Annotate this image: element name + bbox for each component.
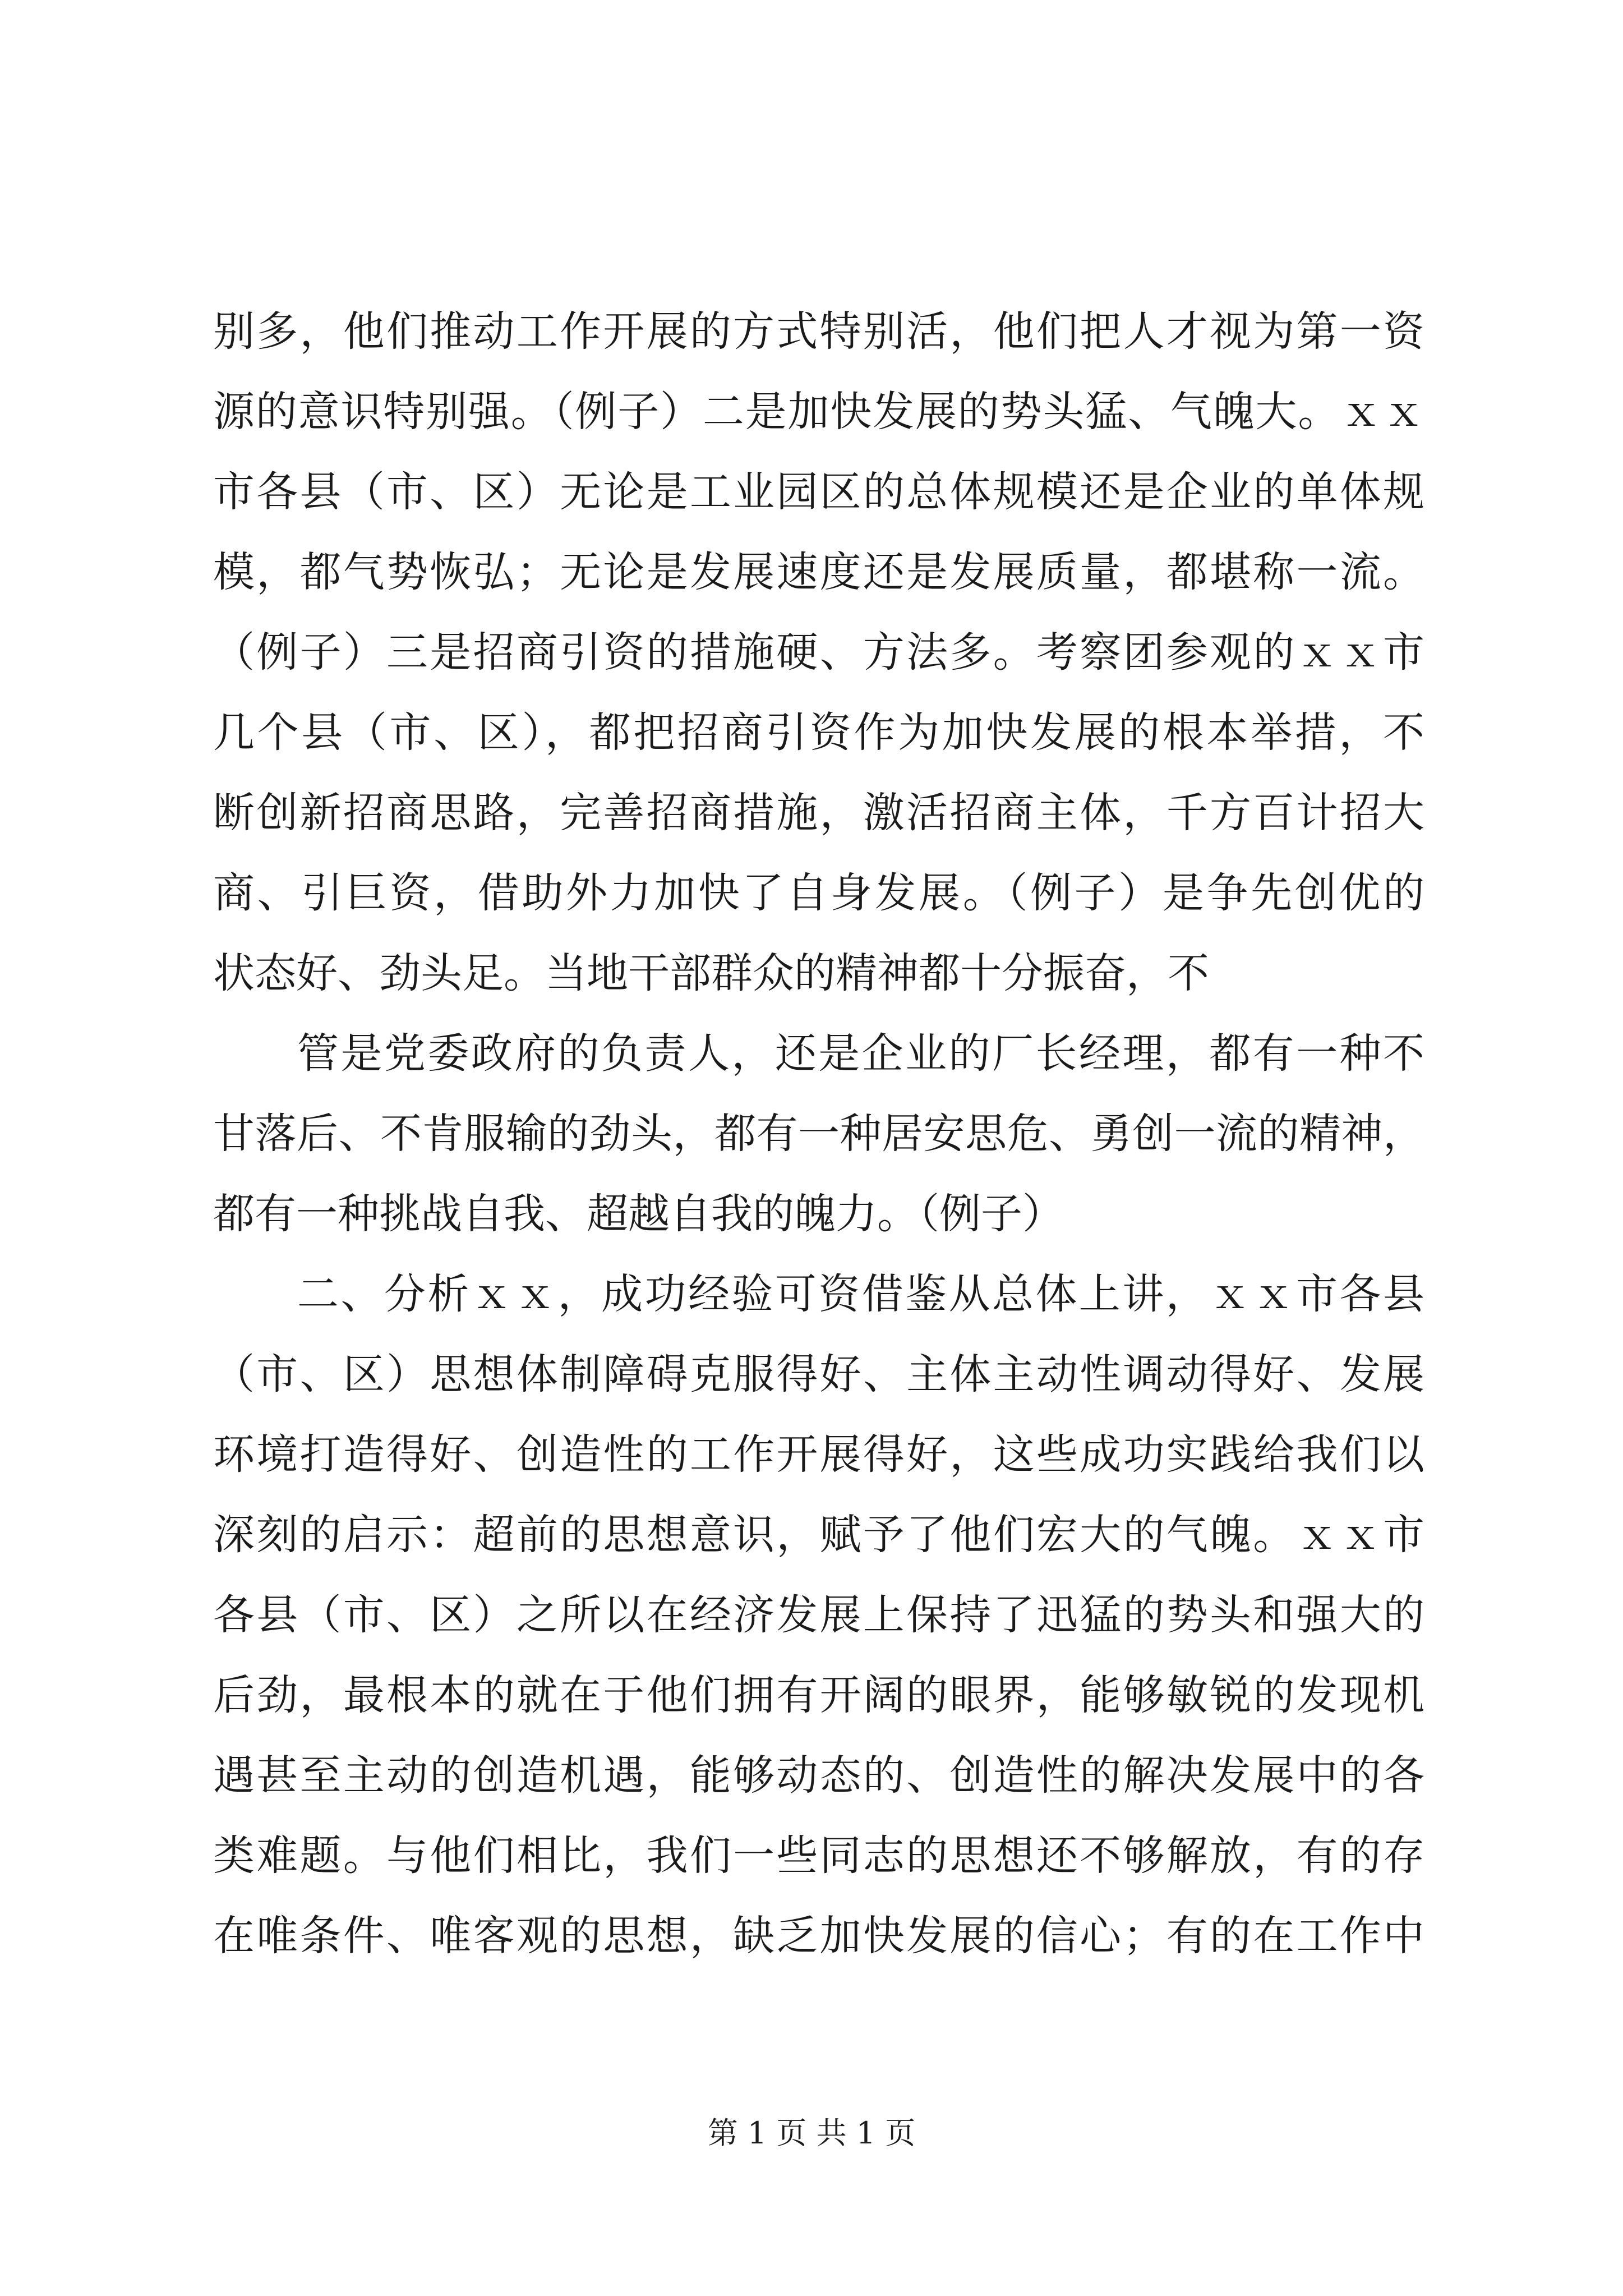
text-line: 市各县（市、区）无论是工业园区的总体规模还是企业的单体规 (213, 468, 1424, 516)
text-line: 深刻的启示：超前的思想意识，赋予了他们宏大的气魄。ｘｘ市 (213, 1511, 1424, 1559)
text-line: 甘落后、不肯服输的劲头，都有一种居安思危、勇创一流的精神， (213, 1110, 1424, 1158)
text-line: （市、区）思想体制障碍克服得好、主体主动性调动得好、发展 (213, 1350, 1424, 1398)
text-line: 在唯条件、唯客观的思想，缺乏加快发展的信心；有的在工作中 (213, 1912, 1424, 1960)
text-line: 遇甚至主动的创造机遇，能够动态的、创造性的解决发展中的各 (213, 1751, 1424, 1800)
text-line: 商、引巨资，借助外力加快了自身发展。（例子）是争先创优的 (213, 869, 1424, 917)
text-line: （例子）三是招商引资的措施硬、方法多。考察团参观的ｘｘ市 (213, 628, 1424, 677)
text-line: 别多，他们推动工作开展的方式特别活，他们把人才视为第一资 (213, 307, 1424, 356)
text-line: 模，都气势恢弘；无论是发展速度还是发展质量，都堪称一流。 (213, 548, 1424, 596)
text-line: 管是党委政府的负责人，还是企业的厂长经理，都有一种不 (297, 1029, 1424, 1078)
text-line: 后劲，最根本的就在于他们拥有开阔的眼界，能够敏锐的发现机 (213, 1671, 1424, 1719)
text-line: 各县（市、区）之所以在经济发展上保持了迅猛的势头和强大的 (213, 1591, 1424, 1639)
text-line: 源的意识特别强。（例子）二是加快发展的势头猛、气魄大。ｘｘ (213, 388, 1424, 436)
text-line: 几个县（市、区），都把招商引资作为加快发展的根本举措，不 (213, 708, 1424, 757)
text-line: 状态好、劲头足。当地干部群众的精神都十分振奋，不 (213, 949, 1209, 997)
body-text (213, 292, 1424, 1976)
text-line: 都有一种挑战自我、超越自我的魄力。（例子） (213, 1190, 1064, 1238)
text-line: 环境打造得好、创造性的工作开展得好，这些成功实践给我们以 (213, 1430, 1424, 1479)
text-line: 断创新招商思路，完善招商措施，激活招商主体，千方百计招大 (213, 789, 1424, 837)
text-line: 类难题。与他们相比，我们一些同志的思想还不够解放，有的存 (213, 1832, 1424, 1880)
page-footer: 第 1 页 共 1 页 (707, 2115, 916, 2151)
text-line: 二、分析ｘｘ，成功经验可资借鉴从总体上讲，ｘｘ市各县 (297, 1270, 1424, 1318)
